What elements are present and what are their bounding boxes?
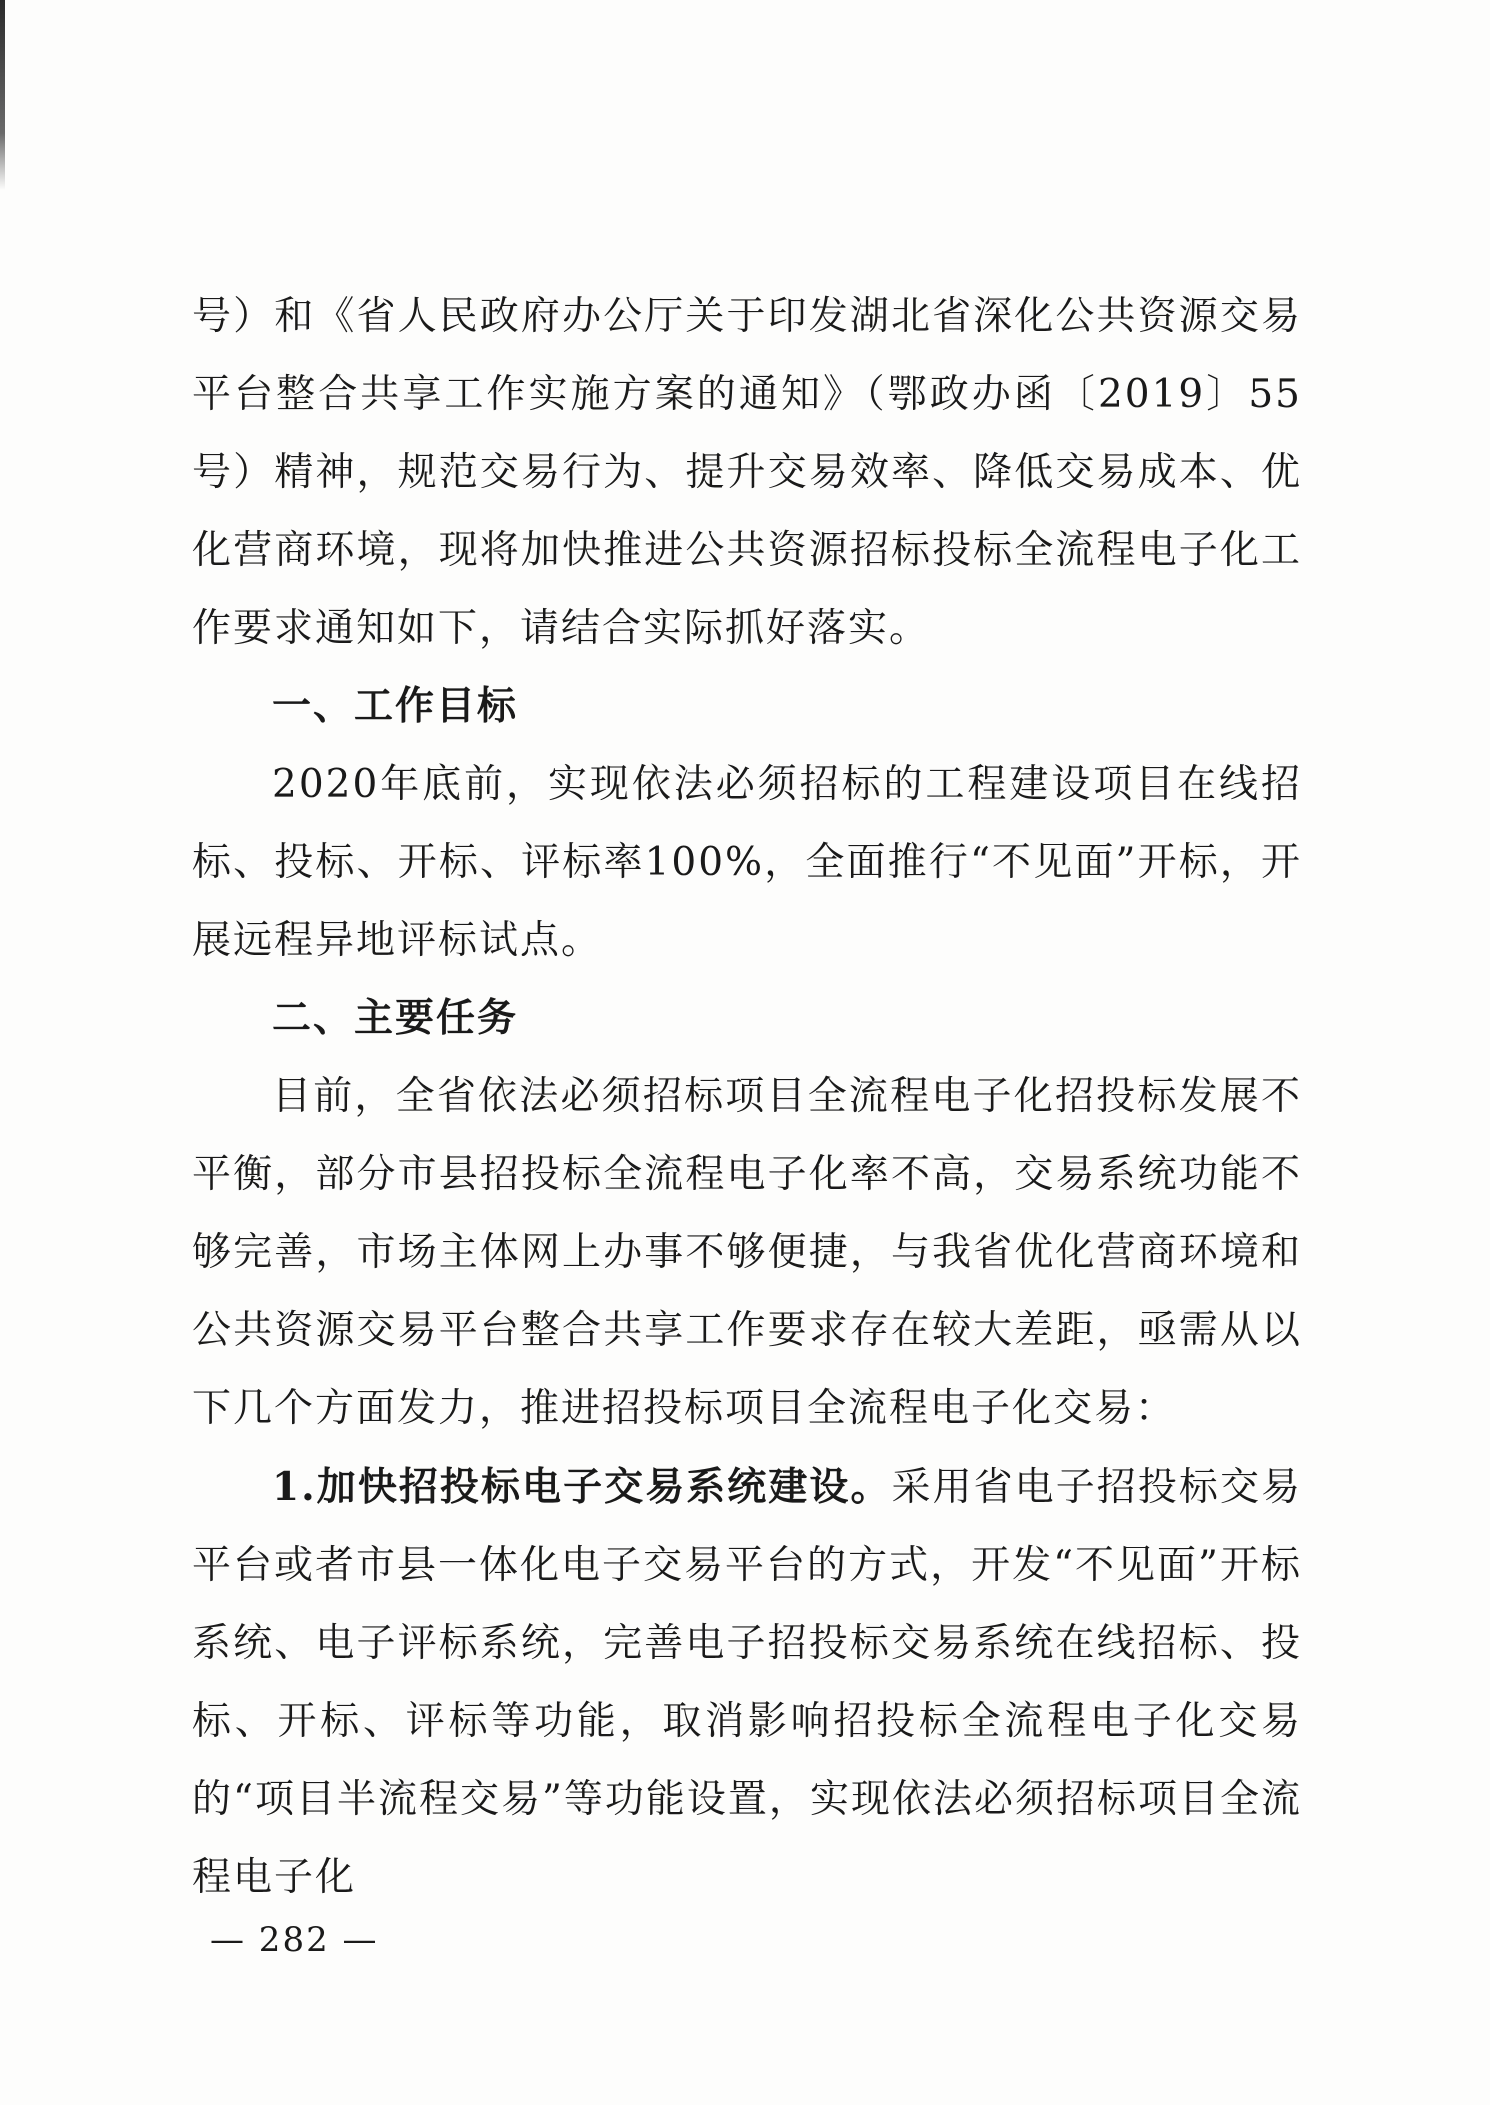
goals-paragraph: 2020年底前，实现依法必须招标的工程建设项目在线招标、投标、开标、评标率100%，全面推行“不见面”开标，开展远程异地评标试点。: [192, 762, 1302, 963]
intro-paragraph: 号）和《省人民政府办公厅关于印发湖北省深化公共资源交易平台整合共享工作实施方案的通知》（鄂政办函〔2019〕55号）精神，规范交易行为、提升交易效率、降低交易成本、优化营商环境，现将加快推进公共资源招标投标全流程电子化工作要求通知如下，请结合实际抓好落实。: [192, 294, 1302, 651]
tasks-paragraph: 目前，全省依法必须招标项目全流程电子化招投标发展不平衡，部分市县招投标全流程电子化率不高，交易系统功能不够完善，市场主体网上办事不够便捷，与我省优化营商环境和公共资源交易平台整合共享工作要求存在较大差距，亟需从以下几个方面发力，推进招投标项目全流程电子化交易：: [192, 1074, 1302, 1431]
page-number: — 282 —: [210, 1920, 379, 1960]
task-item-1: [192, 1448, 1302, 1917]
section-heading-tasks: 二、主要任务: [272, 996, 519, 1041]
section-heading-goals: 一、工作目标: [272, 684, 519, 729]
document-body: [192, 278, 1302, 1917]
task-item-1-text: 采用省电子招投标交易平台或者市县一体化电子交易平台的方式，开发“不见面”开标系统、电子评标系统，完善电子招投标交易系统在线招标、投标、开标、评标等功能，取消影响招投标全流程电子化交易的“项目半流程交易”等功能设置，实现依法必须招标项目全流程电子化: [192, 1465, 1302, 1900]
task-item-1-lead: 1.加快招投标电子交易系统建设。: [272, 1464, 892, 1510]
scan-edge-shadow: [0, 0, 5, 190]
